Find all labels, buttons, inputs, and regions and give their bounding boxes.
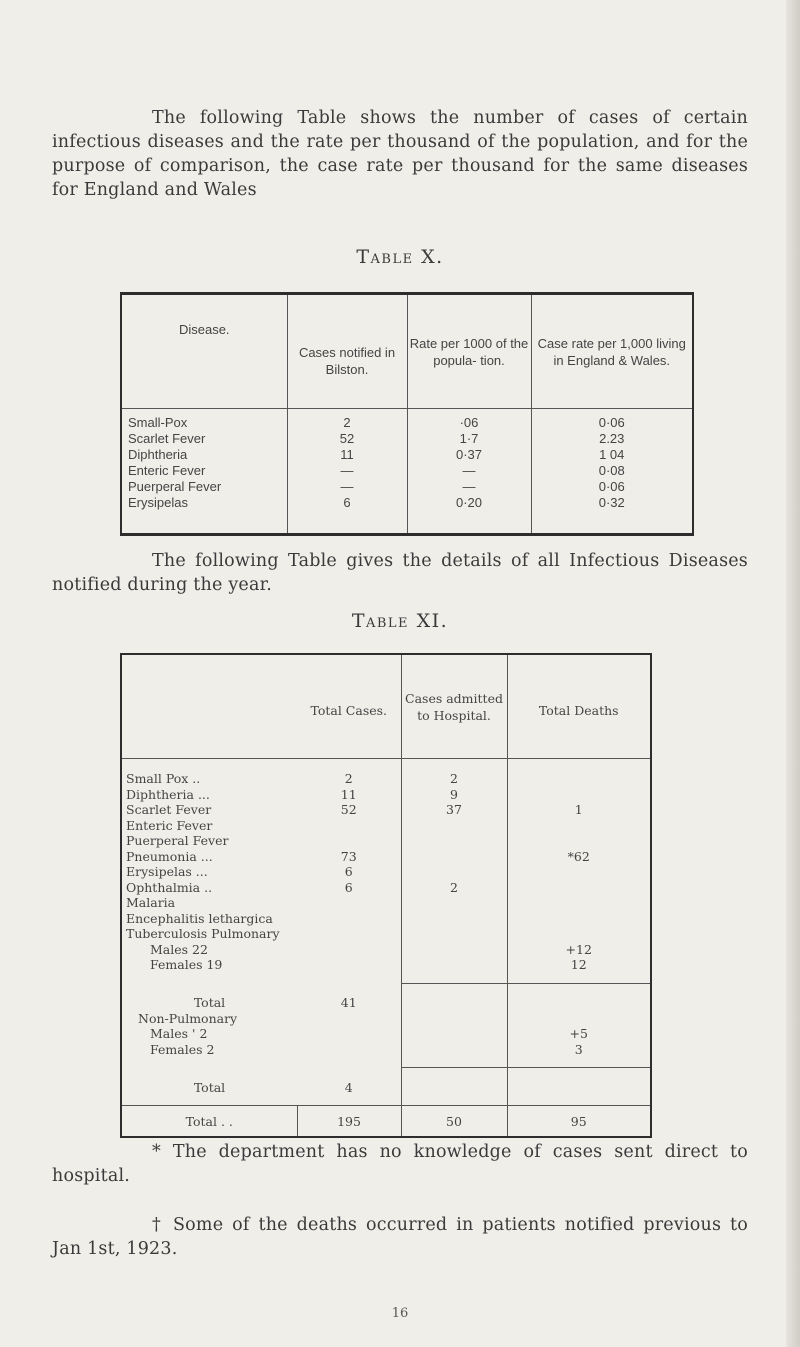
table-row [121, 787, 651, 803]
header-total-deaths: Total Deaths [507, 654, 651, 759]
disease-cell: Tuberculosis Pulmonary [126, 926, 280, 941]
header-total-cases: Total Cases. [297, 654, 401, 759]
disease-cell: Enteric Fever [128, 463, 206, 478]
ew-rate-cell: 2.23 [531, 431, 693, 447]
cases-cell: — [287, 479, 407, 495]
total-cases-cell: 6 [344, 879, 353, 895]
deaths-cell: +12 [507, 942, 651, 958]
table-row [121, 911, 651, 927]
hospital-cell [401, 895, 507, 911]
disease-cell: Diphtheria ... [126, 786, 210, 802]
deaths-cell: 95 [507, 1106, 651, 1137]
ew-rate-cell: 0·06 [531, 479, 693, 495]
deaths-cell: 1 [507, 802, 651, 818]
table-row [121, 818, 651, 834]
deaths-cell [507, 926, 651, 942]
ew-rate-cell: 0·08 [531, 463, 693, 479]
table-row-grand-total [121, 1106, 651, 1137]
table-row [121, 802, 651, 818]
header-cases-notified: Cases notified in Bilston. [287, 294, 407, 409]
header-rate-per-1000: Rate per 1000 of the popula- tion. [407, 294, 531, 409]
header-admitted-hospital: Cases admitted to Hospital. [401, 654, 507, 759]
page-number: 16 [391, 1306, 409, 1321]
disease-cell: Puerperal Fever [126, 833, 229, 848]
table-row [121, 895, 651, 911]
hospital-cell [401, 1011, 507, 1027]
hospital-cell [401, 957, 507, 983]
table-x [120, 292, 694, 536]
hospital-cell [401, 1042, 507, 1068]
total-cases-cell [297, 957, 401, 983]
disease-cell: Enteric Fever [126, 817, 213, 833]
disease-cell: Total [193, 1079, 226, 1095]
rate-cell: — [407, 479, 531, 495]
header-disease-blank [121, 654, 297, 759]
total-cases-cell [297, 1026, 401, 1042]
cases-cell: 6 [287, 495, 407, 535]
disease-cell: Scarlet Fever [126, 802, 212, 817]
disease-cell: Diphtheria [128, 447, 188, 462]
table-row [121, 1042, 651, 1068]
cases-cell: — [287, 463, 407, 479]
ew-rate-cell: 0·06 [531, 409, 693, 432]
total-cases-cell [297, 942, 401, 958]
footnote-star: * The department has no knowledge of cases sent direct to hospital. [52, 1142, 748, 1186]
hospital-cell: 2 [401, 880, 507, 896]
table-row [121, 833, 651, 849]
total-cases-cell [297, 818, 401, 834]
cases-cell: 2 [287, 409, 407, 432]
total-cases-cell: 41 [340, 995, 357, 1010]
disease-cell: Males ' 2 [150, 1026, 208, 1041]
total-cases-cell: 73 [340, 848, 357, 864]
total-cases-cell: 195 [297, 1106, 401, 1137]
total-cases-cell [297, 1011, 401, 1027]
hospital-cell [401, 1026, 507, 1042]
deaths-cell [507, 880, 651, 896]
disease-cell: Puerperal Fever [128, 479, 222, 494]
table-row [121, 463, 693, 479]
total-cases-cell [297, 895, 401, 911]
total-cases-cell [297, 1042, 401, 1068]
deaths-cell [507, 818, 651, 834]
rate-cell: — [407, 463, 531, 479]
table-row [121, 1011, 651, 1027]
disease-cell: Pneumonia ... [126, 848, 213, 864]
deaths-cell: +5 [507, 1026, 651, 1042]
total-cases-cell: 52 [340, 802, 357, 817]
hospital-cell: 2 [401, 759, 507, 787]
disease-cell: Small-Pox [128, 415, 188, 430]
rate-cell: 1·7 [407, 431, 531, 447]
table-row [121, 864, 651, 880]
total-cases-cell: 11 [340, 786, 357, 802]
table-xi-title: Table XI. [351, 610, 449, 632]
disease-cell: Malaria [126, 895, 176, 910]
hospital-cell: 37 [401, 802, 507, 818]
total-cases-cell: 4 [344, 1079, 353, 1095]
header-england-wales-rate: Case rate per 1,000 living in England & Wales. [531, 294, 693, 409]
deaths-cell [507, 895, 651, 911]
table-xi [120, 653, 652, 1138]
hospital-cell [401, 818, 507, 834]
deaths-cell [507, 911, 651, 927]
disease-cell: Ophthalmia .. [126, 879, 213, 895]
table-row [121, 431, 693, 447]
deaths-cell: *62 [507, 849, 651, 865]
hospital-cell: 50 [401, 1106, 507, 1137]
rate-cell: ·06 [407, 409, 531, 432]
intro-paragraph: The following Table shows the number of cases of certain infectious diseases and the rate per thousand of the population, and for the purpose of comparison, the case rate per thousand for the same diseases for England and Wales [52, 108, 748, 200]
rate-cell: 0·20 [407, 495, 531, 535]
table-row [121, 942, 651, 958]
hospital-cell [401, 849, 507, 865]
hospital-cell [401, 926, 507, 942]
deaths-cell: 3 [507, 1042, 651, 1068]
rate-cell: 0·37 [407, 447, 531, 463]
disease-cell: Small Pox .. [126, 771, 201, 786]
deaths-cell [507, 787, 651, 803]
hospital-cell [401, 864, 507, 880]
disease-cell: Erysipelas ... [126, 864, 208, 879]
disease-cell: Males 22 [150, 941, 208, 957]
total-cases-cell [297, 833, 401, 849]
disease-cell: Non-Pulmonary [138, 1010, 238, 1026]
table-row [121, 849, 651, 865]
disease-cell: Total [193, 995, 226, 1010]
disease-cell: Females 2 [150, 1041, 215, 1057]
header-disease: Disease. [121, 294, 287, 409]
cases-cell: 11 [287, 447, 407, 463]
disease-cell: Encephalitis lethargica [126, 910, 273, 926]
disease-cell: Erysipelas [128, 495, 188, 510]
cases-cell: 52 [287, 431, 407, 447]
table-row [121, 1026, 651, 1042]
disease-cell: Total . . [121, 1106, 297, 1137]
deaths-cell [507, 1068, 651, 1106]
deaths-cell [507, 864, 651, 880]
disease-cell: Females 19 [150, 957, 223, 973]
hospital-cell [401, 983, 507, 1011]
footnote-dagger: † Some of the deaths occurred in patients notified previous to Jan 1st, 1923. [52, 1215, 748, 1259]
table-row [121, 447, 693, 463]
total-cases-cell [297, 911, 401, 927]
deaths-cell [507, 759, 651, 787]
table-xi-header-row [121, 654, 651, 759]
deaths-cell [507, 833, 651, 849]
total-cases-cell: 2 [344, 771, 353, 786]
deaths-cell [507, 1011, 651, 1027]
table-row [121, 983, 651, 1011]
hospital-cell: 9 [401, 787, 507, 803]
hospital-cell [401, 911, 507, 927]
disease-cell: Scarlet Fever [128, 431, 206, 446]
hospital-cell [401, 1068, 507, 1106]
table-row [121, 495, 693, 535]
hospital-cell [401, 942, 507, 958]
table-row [121, 957, 651, 983]
page-edge-shadow [786, 0, 800, 1347]
total-cases-cell: 6 [344, 864, 353, 879]
total-cases-cell [297, 926, 401, 942]
deaths-cell: 12 [507, 957, 651, 983]
table-row [121, 1068, 651, 1106]
deaths-cell [507, 983, 651, 1011]
table-row [121, 479, 693, 495]
second-paragraph: The following Table gives the details of all Infectious Diseases notified during the year. [52, 551, 748, 595]
table-row [121, 926, 651, 942]
hospital-cell [401, 833, 507, 849]
table-x-header-row [121, 294, 693, 409]
table-row [121, 759, 651, 787]
ew-rate-cell: 1 04 [531, 447, 693, 463]
table-x-title: Table X. [356, 246, 444, 268]
table-row [121, 409, 693, 432]
ew-rate-cell: 0·32 [531, 495, 693, 535]
table-row [121, 880, 651, 896]
